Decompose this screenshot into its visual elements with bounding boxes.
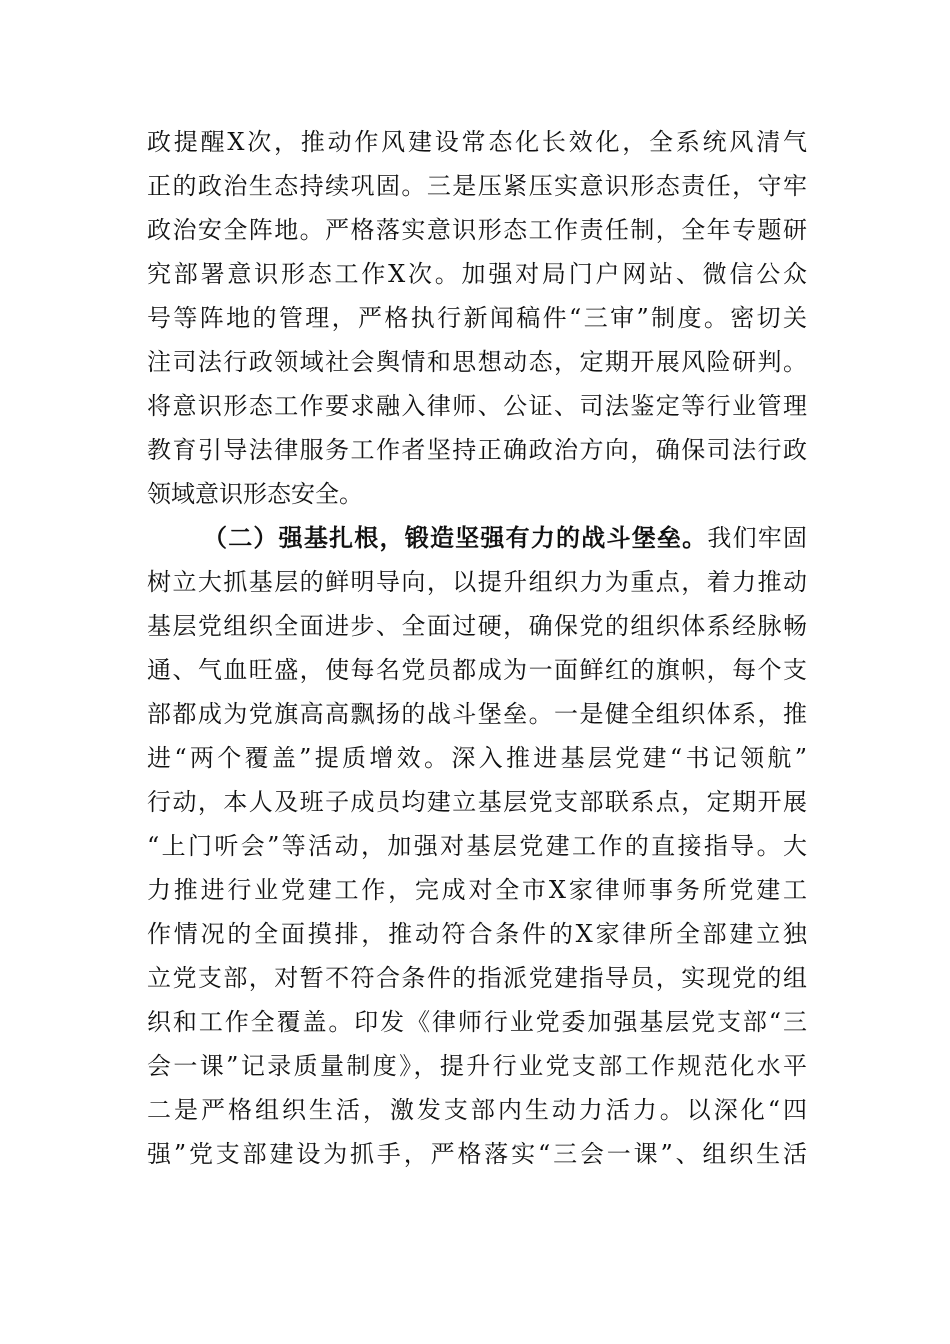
paragraph-line: 行动，本人及班子成员均建立基层党支部联系点，定期开展 [147,788,807,816]
paragraph-line: 部都成为党旗高高飘扬的战斗堡垒。一是健全组织体系，推 [147,700,807,728]
paragraph-line: 领域意识形态安全。 [147,480,363,508]
section-intro-text: 我们牢固 [707,524,808,552]
paragraph-line: 进“两个覆盖”提质增效。深入推进基层党建“书记领航” [147,744,807,772]
paragraph-line: 强”党支部建设为抓手，严格落实“三会一课”、组织生活 [147,1140,807,1168]
paragraph-line: 力推进行业党建工作，完成对全市X家律师事务所党建工 [147,876,807,904]
paragraph-line: 树立大抓基层的鲜明导向，以提升组织力为重点，着力推动 [147,568,807,596]
paragraph-line: 立党支部，对暂不符合条件的指派党建指导员，实现党的组 [147,964,807,992]
paragraph-line: 注司法行政领域社会舆情和思想动态，定期开展风险研判。 [147,348,807,376]
paragraph-line: “上门听会”等活动，加强对基层党建工作的直接指导。大 [147,832,807,860]
section-heading: （二）强基扎根，锻造坚强有力的战斗堡垒。 [203,523,708,552]
paragraph-line: 教育引导法律服务工作者坚持正确政治方向，确保司法行政 [147,436,807,464]
paragraph-line: 二是严格组织生活，激发支部内生动力活力。以深化“四 [147,1096,807,1124]
paragraph-line: 究部署意识形态工作X次。加强对局门户网站、微信公众 [147,260,807,288]
paragraph-line: 织和工作全覆盖。印发《律师行业党委加强基层党支部“三 [147,1008,807,1036]
paragraph-line: 基层党组织全面进步、全面过硬，确保党的组织体系经脉畅 [147,612,807,640]
body-text [147,120,807,1176]
paragraph-line: 将意识形态工作要求融入律师、公证、司法鉴定等行业管理 [147,392,807,420]
paragraph-line: 通、气血旺盛，使每名党员都成为一面鲜红的旗帜，每个支 [147,656,807,684]
paragraph-line: 会一课”记录质量制度》，提升行业党支部工作规范化水平 [147,1052,807,1080]
section-heading-line [147,516,807,560]
paragraph-line: 政提醒X次，推动作风建设常态化长效化，全系统风清气 [147,128,807,156]
paragraph-line: 正的政治生态持续巩固。三是压紧压实意识形态责任，守牢 [147,172,807,200]
paragraph-line: 号等阵地的管理，严格执行新闻稿件“三审”制度。密切关 [147,304,807,332]
paragraph-line: 作情况的全面摸排，推动符合条件的X家律所全部建立独 [147,920,807,948]
paragraph-line: 政治安全阵地。严格落实意识形态工作责任制，全年专题研 [147,216,807,244]
